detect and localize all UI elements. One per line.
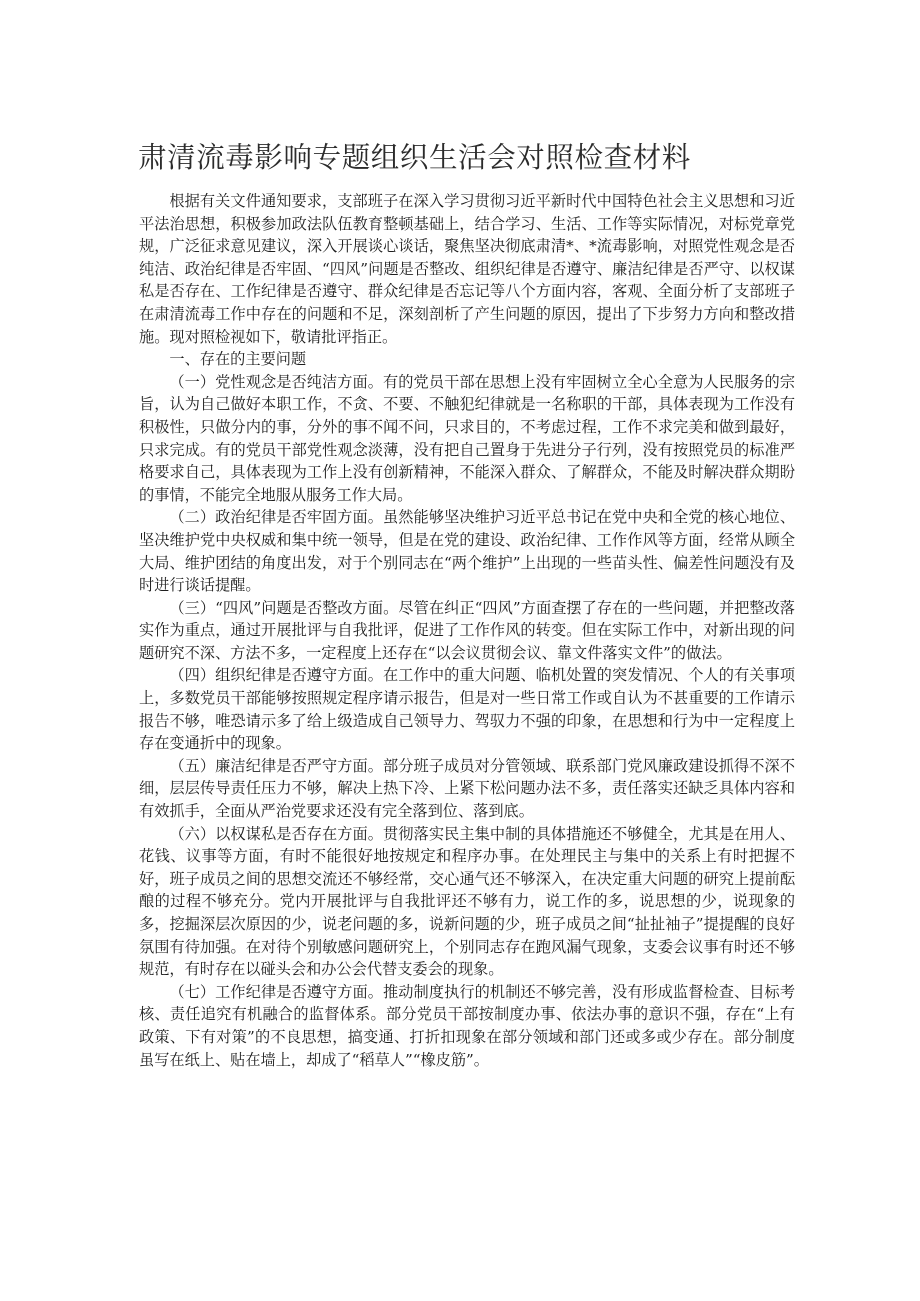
body-paragraph-1: （一）党性观念是否纯洁方面。有的党员干部在思想上没有牢固树立全心全意为人民服务的宗旨，认为自己做好本职工作，不贪、不要、不触犯纪律就是一名称职的干部，具体表现为工作没有积极性，只做分内的事，分外的事不闻不问，只求目的，不考虑过程，工作不求完美和做到最好，只求完成。有的党员干部党性观念淡薄，没有把自己置身于先进分子行列，没有按照党员的标准严格要求自己，具体表现为工作上没有创新精神，不能深入群众、了解群众，不能及时解决群众期盼的事情，不能完全地服从服务工作大局。 bbox=[139, 372, 795, 504]
document-body bbox=[139, 190, 795, 1071]
section-heading: 一、存在的主要问题 bbox=[169, 350, 307, 369]
document-title: 肃清流毒影响专题组织生活会对照检查材料 bbox=[138, 141, 691, 174]
body-paragraph-3: （三）“四风”问题是否整改方面。尽管在纠正“四风”方面查摆了存在的一些问题，并把整改落实作为重点，通过开展批评与自我批评，促进了工作作风的转变。但在实际工作中，对新出现的问题研究不深、方法不多，一定程度上还存在“以会议贯彻会议、靠文件落实文件”的做法。 bbox=[139, 598, 795, 662]
body-paragraph-4: （四）组织纪律是否遵守方面。在工作中的重大问题、临机处置的突发情况、个人的有关事项上，多数党员干部能够按照规定程序请示报告，但是对一些日常工作或自认为不甚重要的工作请示报告不够，唯恐请示多了给上级造成自己领导力、驾驭力不强的印象，在思想和行为中一定程度上存在变通折中的现象。 bbox=[139, 666, 795, 753]
intro-paragraph: 根据有关文件通知要求，支部班子在深入学习贯彻习近平新时代中国特色社会主义思想和习近平法治思想，积极参加政法队伍教育整顿基础上，结合学习、生活、工作等实际情况，对标党章党规，广泛征求意见建议，深入开展谈心谈话，聚焦坚决彻底肃清*、*流毒影响，对照党性观念是否纯洁、政治纪律是否牢固、“四风”问题是否整改、组织纪律是否遵守、廉洁纪律是否严守、以权谋私是否存在、工作纪律是否遵守、群众纪律是否忘记等八个方面内容，客观、全面分析了支部班子在肃清流毒工作中存在的问题和不足，深刻剖析了产生问题的原因，提出了下步努力方向和整改措施。现对照检视如下，敬请批评指正。 bbox=[139, 192, 795, 346]
body-paragraph-2: （二）政治纪律是否牢固方面。虽然能够坚决维护习近平总书记在党中央和全党的核心地位、坚决维护党中央权威和集中统一领导，但是在党的建设、政治纪律、工作作风等方面，经常从顾全大局、维护团结的角度出发，对于个别同志在“两个维护”上出现的一些苗头性、偏差性问题没有及时进行谈话提醒。 bbox=[139, 508, 795, 595]
body-paragraph-5: （五）廉洁纪律是否严守方面。部分班子成员对分管领域、联系部门党风廉政建设抓得不深不细，层层传导责任压力不够，解决上热下冷、上紧下松问题办法不多，责任落实还缺乏具体内容和有效抓手，全面从严治党要求还没有完全落到位、落到底。 bbox=[139, 756, 795, 821]
body-paragraph-6: （六）以权谋私是否存在方面。贯彻落实民主集中制的具体措施还不够健全，尤其是在用人、花钱、议事等方面，有时不能很好地按规定和程序办事。在处理民主与集中的关系上有时把握不好，班子成员之间的思想交流还不够经常，交心通气还不够深入，在决定重大问题的研究上提前酝酿的过程不够充分。党内开展批评与自我批评还不够有力，说工作的多，说思想的少，说现象的多，挖掘深层次原因的少，说老问题的多，说新问题的少，班子成员之间“扯扯袖子”提提醒的良好氛围有待加强。在对待个别敏感问题研究上，个别同志存在跑风漏气现象，支委会议事有时还不够规范，有时存在以碰头会和办公会代替支委会的现象。 bbox=[139, 824, 795, 979]
body-paragraph-7: （七）工作纪律是否遵守方面。推动制度执行的机制还不够完善，没有形成监督检查、目标考核、责任追究有机融合的监督体系。部分党员干部按制度办事、依法办事的意识不强，存在“上有政策、下有对策”的不良思想，搞变通、打折扣现象在部分领域和部门还或多或少存在。部分制度虽写在纸上、贴在墙上，却成了“稻草人”“橡皮筋”。 bbox=[139, 982, 795, 1069]
